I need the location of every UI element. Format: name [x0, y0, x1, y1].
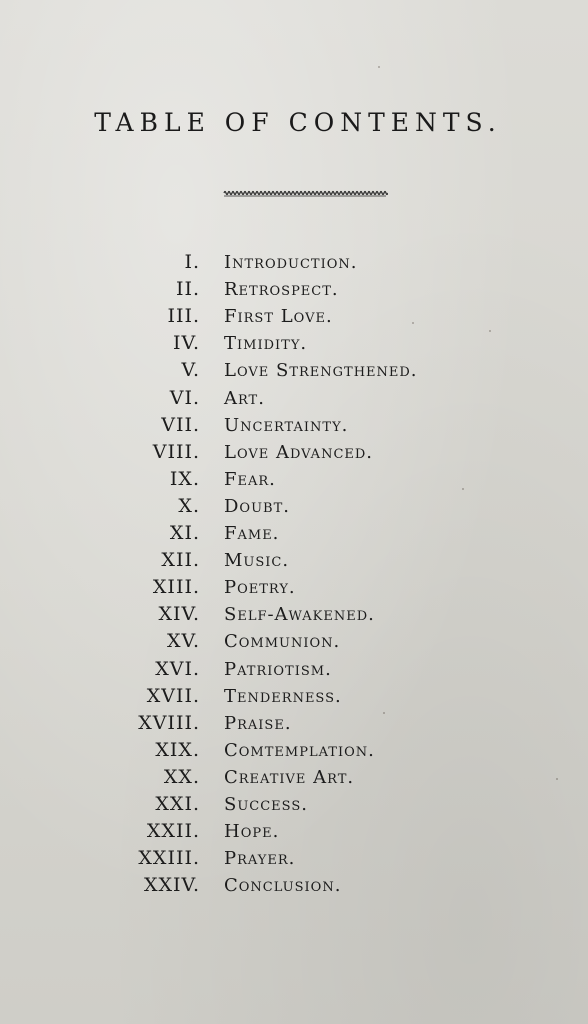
- paper-speck: [489, 330, 491, 332]
- paper-speck: [378, 66, 380, 68]
- chapter-number: XXI.: [155, 793, 200, 815]
- contents-entry: [0, 820, 588, 847]
- chapter-title: Love Strengthened.: [224, 360, 418, 381]
- contents-entry: [0, 305, 588, 332]
- chapter-number: XI.: [169, 522, 200, 544]
- chapter-number: IX.: [169, 468, 200, 490]
- chapter-number: X.: [178, 495, 200, 517]
- contents-entry: [0, 251, 588, 278]
- chapter-number: IV.: [173, 332, 200, 354]
- chapter-number: XIX.: [155, 739, 200, 761]
- contents-entry: [0, 549, 588, 576]
- chapter-number: I.: [184, 251, 200, 273]
- chapter-title: Fame.: [224, 523, 280, 544]
- chapter-number: VI.: [169, 387, 200, 409]
- chapter-title: Music.: [224, 550, 290, 571]
- contents-entry: [0, 441, 588, 468]
- paper-speck: [383, 712, 385, 714]
- chapter-title: Doubt.: [224, 496, 290, 517]
- contents-entry: [0, 874, 588, 901]
- chapter-title: Poetry.: [224, 577, 296, 598]
- chapter-number: XX.: [163, 766, 200, 788]
- contents-entry: [0, 332, 588, 359]
- contents-entry: [0, 739, 588, 766]
- chapter-number: XXIII.: [138, 847, 200, 869]
- chapter-title: Love Advanced.: [224, 442, 374, 463]
- paper-speck: [412, 322, 414, 324]
- contents-entry: [0, 468, 588, 495]
- chapter-number: II.: [175, 278, 200, 300]
- chapter-title: Fear.: [224, 469, 276, 490]
- chapter-title: Hope.: [224, 821, 280, 842]
- chapter-title: Self-Awakened.: [224, 604, 375, 625]
- chapter-title: Uncertainty.: [224, 415, 349, 436]
- contents-entry: [0, 387, 588, 414]
- chapter-title: Patriotism.: [224, 659, 332, 680]
- contents-entry: [0, 603, 588, 630]
- contents-entry: [0, 847, 588, 874]
- chapter-number: XVII.: [146, 685, 200, 707]
- paper-speck: [556, 778, 558, 780]
- chapter-title: Success.: [224, 794, 308, 815]
- chapter-title: First Love.: [224, 306, 333, 327]
- chapter-number: VIII.: [152, 441, 200, 463]
- chapter-number: XVI.: [155, 658, 200, 680]
- contents-entry: [0, 712, 588, 739]
- chapter-title: Praise.: [224, 713, 292, 734]
- chapter-number: XVIII.: [138, 712, 200, 734]
- contents-entry: [0, 359, 588, 386]
- contents-entry: [0, 630, 588, 657]
- chapter-title: Comtemplation.: [224, 740, 375, 761]
- chapter-title: Communion.: [224, 631, 341, 652]
- chapter-title: Timidity.: [224, 333, 308, 354]
- chapter-number: XXIV.: [144, 874, 200, 896]
- chapter-number: V.: [181, 359, 200, 381]
- contents-entry: [0, 658, 588, 685]
- chapter-number: XIII.: [152, 576, 200, 598]
- contents-entry: [0, 685, 588, 712]
- contents-entry: [0, 414, 588, 441]
- contents-entry: [0, 495, 588, 522]
- chapter-number: XXII.: [146, 820, 200, 842]
- chapter-title: Tenderness.: [224, 686, 342, 707]
- contents-entry: [0, 766, 588, 793]
- chapter-number: III.: [167, 305, 200, 327]
- contents-entry: [0, 278, 588, 305]
- page-heading: TABLE OF CONTENTS.: [94, 108, 502, 137]
- chapter-title: Creative Art.: [224, 767, 355, 788]
- contents-entry: [0, 576, 588, 603]
- chapter-title: Retrospect.: [224, 279, 339, 300]
- chapter-title: Prayer.: [224, 848, 296, 869]
- wavy-divider-ornament: [222, 186, 388, 200]
- chapter-number: XII.: [161, 549, 200, 571]
- chapter-number: XIV.: [158, 603, 200, 625]
- chapter-title: Art.: [224, 388, 265, 409]
- paper-speck: [462, 488, 464, 490]
- contents-entry: [0, 522, 588, 549]
- chapter-number: XV.: [167, 630, 200, 652]
- chapter-title: Introduction.: [224, 252, 358, 273]
- chapter-number: VII.: [161, 414, 200, 436]
- contents-entry: [0, 793, 588, 820]
- chapter-title: Conclusion.: [224, 875, 342, 896]
